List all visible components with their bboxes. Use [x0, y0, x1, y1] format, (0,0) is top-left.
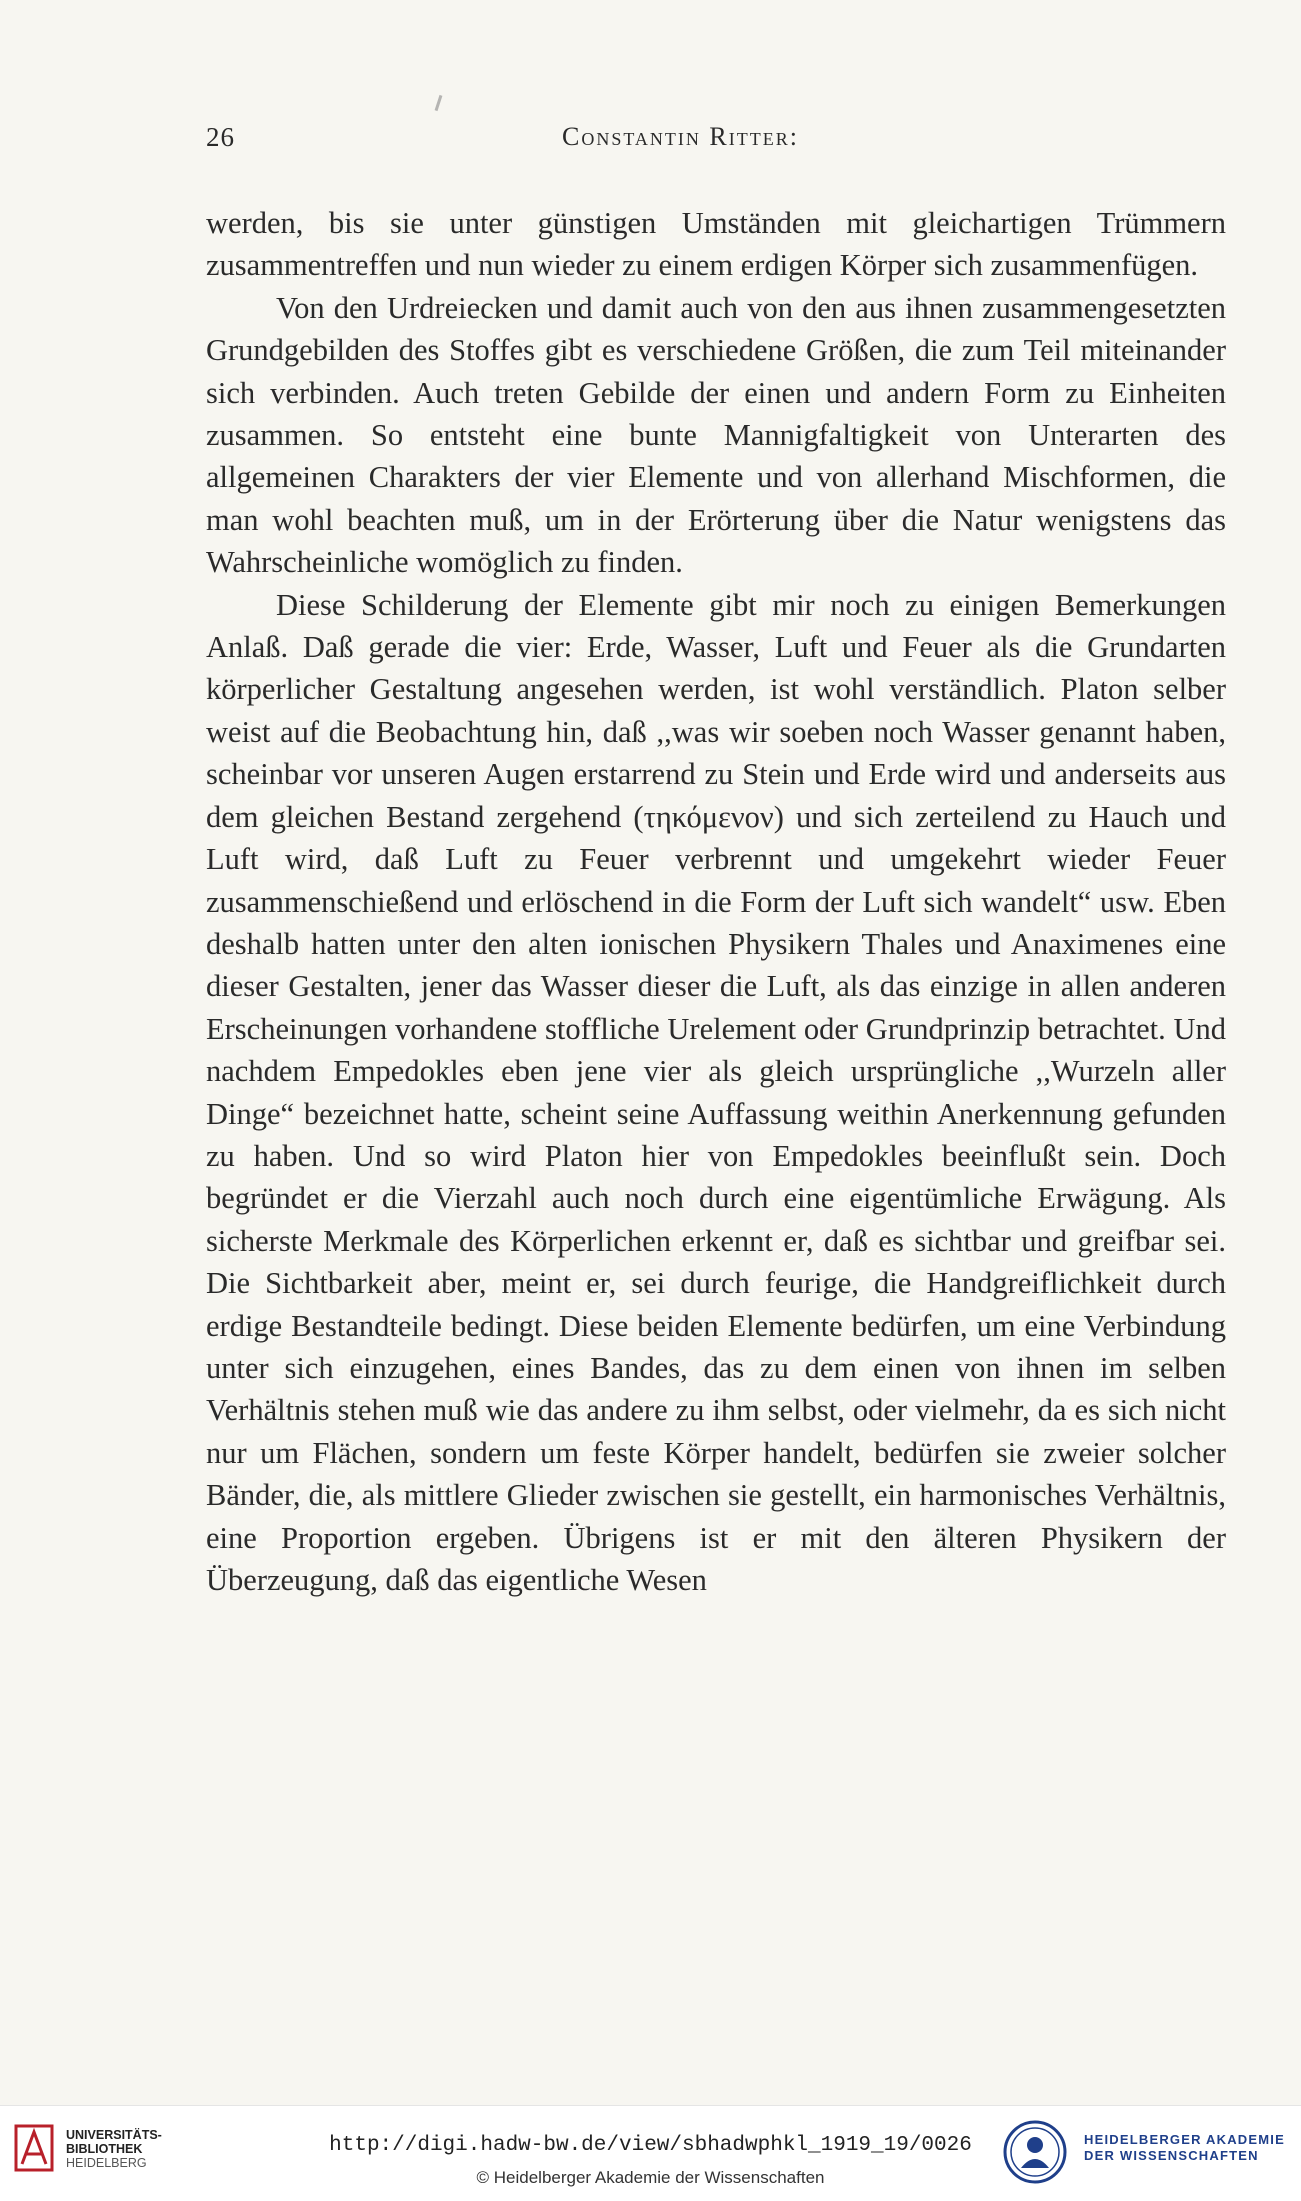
footer-bar — [0, 2105, 1301, 2201]
academy-name — [1084, 2132, 1285, 2164]
paragraph-1: werden, bis sie unter günstigen Umständen mit gleichartigen Trümmern zusammentreffen und nun wieder zu einem erdigen Körper sich zusammenfügen. — [206, 206, 1226, 283]
body-text — [206, 202, 1226, 1601]
academy-line-1: HEIDELBERGER AKADEMIE — [1084, 2132, 1285, 2147]
copyright-notice: © Heidelberger Akademie der Wissenschaften — [476, 2168, 825, 2187]
running-title: Constantin Ritter: — [562, 122, 799, 151]
page-number: 26 — [206, 122, 235, 152]
academy-seal-logo-icon — [1003, 2120, 1067, 2184]
stray-pencil-mark — [435, 95, 443, 111]
library-line-3: HEIDELBERG — [66, 2156, 147, 2170]
academy-line-2: DER WISSENSCHAFTEN — [1084, 2148, 1259, 2163]
paragraph-3: Diese Schilderung der Elemente gibt mir noch zu einigen Bemerkungen Anlaß. Daß gerade die vier: Erde, Wasser, Luft und Feuer als die Grundarten körperlicher Gestaltung angesehen werden, ist wohl verständlich. Platon selber weist auf die Beobachtung hin, daß ,,was wir soeben noch Wasser genannt haben, scheinbar vor unseren Augen erstarrend zu Stein und Erde wird und anderseits aus dem gleichen Bestand zergehend (τηκόμενον) und sich zerteilend zu Hauch und Luft wird, daß Luft zu Feuer verbrennt und umgekehrt wieder Feuer zusammenschießend und erlöschend in die Form der Luft sich wandelt“ usw. Eben deshalb hatten unter den alten ionischen Physikern Thales und Anaximenes eine dieser Gestalten, jener das Wasser dieser die Luft, als das einzige in allen anderen Erscheinungen vorhandene stoffliche Urelement oder Grundprinzip betrachtet. Und nachdem Empedokles eben jene vier als gleich ursprüngliche ,,Wurzeln aller Dinge“ bezeichnet hatte, scheint seine Auffassung weithin Anerkennung gefunden zu haben. Und so wird Platon hier von Empedokles beeinflußt sein. Doch begründet er die Vierzahl auch noch durch eine eigentümliche Erwägung. Als sicherste Merkmale des Körperlichen erkennt er, daß es sichtbar und greifbar sei. Die Sichtbarkeit aber, meint er, sei durch feurige, die Handgreiflichkeit durch erdige Bestandteile bedingt. Diese beiden Elemente bedürfen, um eine Verbindung unter sich einzugehen, eines Bandes, das zu dem einen von ihnen im selben Verhältnis stehen muß wie das andere zu ihm selbst, oder vielmehr, da es sich nicht nur um Flächen, sondern um feste Körper handelt, bedürfen sie zweier solcher Bänder, die, als mittlere Glieder zwischen sie gestellt, ein harmonisches Verhältnis, eine Proportion ergeben. Übrigens ist er mit den älteren Physikern der Überzeugung, daß das eigentliche Wesen — [206, 587, 1226, 1597]
paragraph-2: Von den Urdreiecken und damit auch von den aus ihnen zusammengesetzten Grundgebilden des Stoffes gibt es verschiedene Größen, die zum Teil miteinander sich verbinden. Auch treten Gebilde der einen und andern Form zu Einheiten zusammen. So entsteht eine bunte Mannigfaltigkeit von Unterarten des allgemeinen Charakters der vier Elemente und von allerhand Mischformen, die man wohl beachten muß, um in der Erörterung über die Natur wenigstens das Wahrscheinliche womöglich zu finden. — [206, 290, 1226, 580]
library-line-2: BIBLIOTHEK — [66, 2142, 143, 2156]
library-line-1: UNIVERSITÄTS- — [66, 2128, 162, 2142]
page-header — [206, 122, 1226, 162]
source-url-link[interactable]: http://digi.hadw-bw.de/view/sbhadwphkl_1919_19/0026 — [329, 2134, 972, 2157]
